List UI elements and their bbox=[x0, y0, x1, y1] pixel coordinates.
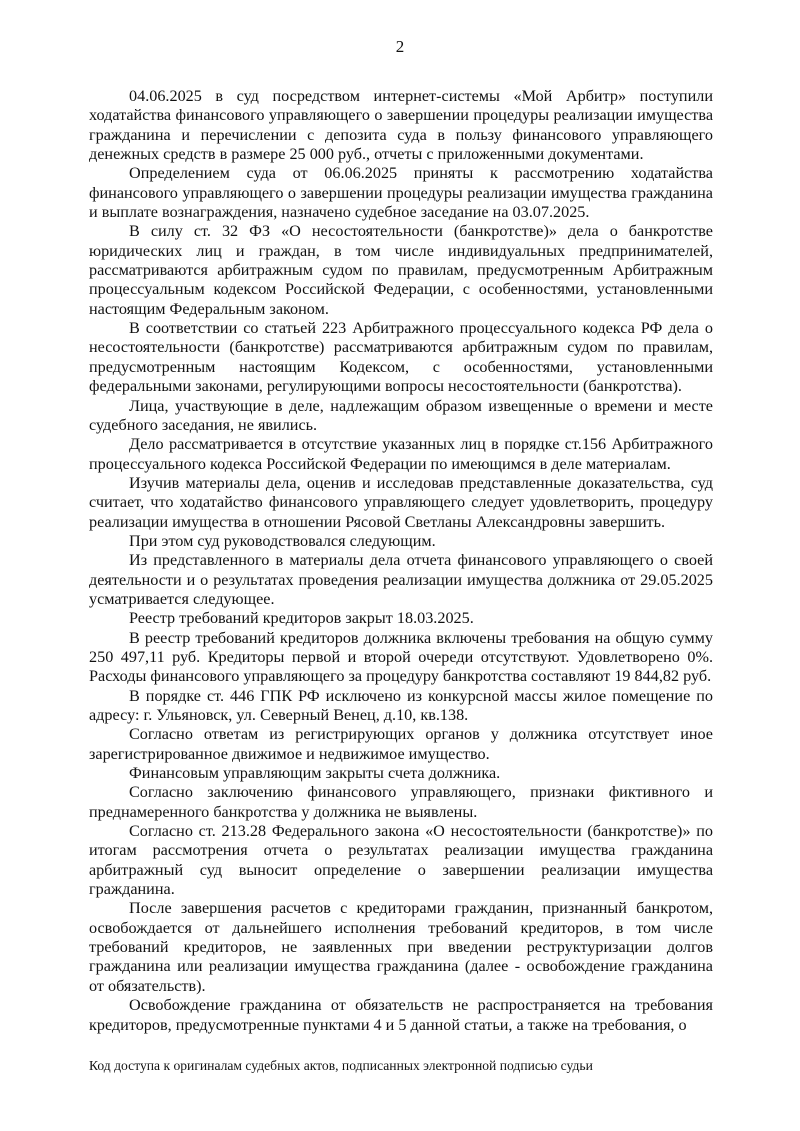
paragraph-no-fraud: Согласно заключению финансового управляющего, признаки фиктивного и преднамеренного банкротства у должника не выявлены. bbox=[89, 783, 713, 821]
footer-access-code-note: Код доступа к оригиналам судебных актов, подписанных электронной подписью судьи bbox=[89, 1058, 593, 1073]
paragraph-article-213-28: Согласно ст. 213.28 Федерального закона «О несостоятельности (банкротстве)» по итогам рассмотрения отчета о результатах реализации имущества гражданина арбитражный суд выносит определение о завершении реализации имущества гражданина. bbox=[89, 822, 713, 899]
paragraph-release-from-obligations: После завершения расчетов с кредиторами гражданин, признанный банкротом, освобождается от дальнейшего исполнения требований кредиторов, в том числе требований кредиторов, не заявленных при введении реструктуризации долгов гражданина или реализации имущества гражданина (далее - освобождение гражданина от обязательств). bbox=[89, 899, 713, 995]
paragraph-release-exceptions: Освобождение гражданина от обязательств не распространяется на требования кредиторов, предусмотренные пунктами 4 и 5 данной статьи, а также на требования, о bbox=[89, 996, 713, 1034]
paragraph-hearing-scheduled: Определением суда от 06.06.2025 приняты к рассмотрению ходатайства финансового управляющего о завершении процедуры реализации имущества гражданина и выплате вознаграждения, назначено судебное заседание на 03.07.2025. bbox=[89, 164, 713, 222]
paragraph-law-article-32: В силу ст. 32 ФЗ «О несостоятельности (банкротстве)» дела о банкротстве юридических лиц и граждан, в том числе индивидуальных предпринимателей, рассматриваются арбитражным судом по правилам, предусмотренным Арбитражным процессуальным кодексом Российской Федерации, с особенностями, установленными настоящим Федеральным законом. bbox=[89, 222, 713, 318]
paragraph-registry-closed: Реестр требований кредиторов закрыт 18.03.2025. bbox=[129, 609, 474, 628]
paragraph-housing-excluded: В порядке ст. 446 ГПК РФ исключено из конкурсной массы жилое помещение по адресу: г. Ульяновск, ул. Северный Венец, д.10, кв.138. bbox=[89, 686, 713, 724]
paragraph-apc-article-223: В соответствии со статьей 223 Арбитражного процессуального кодекса РФ дела о несостоятельности (банкротстве) рассматриваются арбитражным судом по правилам, предусмотренным настоящим Кодексом, с особенностями, установленными федеральными законами, регулирующими вопросы несостоятельности (банкротства). bbox=[89, 319, 713, 396]
paragraph-court-guided: При этом суд руководствовался следующим. bbox=[129, 531, 436, 550]
paragraph-parties-absent: Лица, участвующие в деле, надлежащим образом извещенные о времени и месте судебного заседания, не явились. bbox=[89, 396, 713, 434]
paragraph-case-considered: Дело рассматривается в отсутствие указанных лиц в порядке ст.156 Арбитражного процессуального кодекса Российской Федерации по имеющимся в деле материалам. bbox=[89, 435, 713, 473]
document-body bbox=[89, 87, 713, 1035]
paragraph-accounts-closed: Финансовым управляющим закрыты счета должника. bbox=[129, 764, 501, 783]
paragraph-filing-received: 04.06.2025 в суд посредством интернет-системы «Мой Арбитр» поступили ходатайства финансового управляющего о завершении процедуры реализации имущества гражданина и перечислении с депозита суда в пользу финансового управляющего денежных средств в размере 25 000 руб., отчеты с приложенными документами. bbox=[89, 87, 713, 164]
page-number: 2 bbox=[395, 37, 405, 56]
paragraph-claims-total: В реестр требований кредиторов должника включены требования на общую сумму 250 497,11 руб. Кредиторы первой и второй очереди отсутствуют. Удовлетворено 0%. Расходы финансового управляющего за процедуру банкротства составляют 19 844,82 руб. bbox=[89, 628, 713, 686]
paragraph-no-property: Согласно ответам из регистрирующих органов у должника отсутствует иное зарегистрированное движимое и недвижимое имущество. bbox=[89, 725, 713, 763]
paragraph-court-finding: Изучив материалы дела, оценив и исследовав представленные доказательства, суд считает, что ходатайство финансового управляющего следует удовлетворить, процедуру реализации имущества в отношении Рясовой Светланы Александровны завершить. bbox=[89, 473, 713, 531]
paragraph-report-intro: Из представленного в материалы дела отчета финансового управляющего о своей деятельности и о результатах проведения реализации имущества должника от 29.05.2025 усматривается следующее. bbox=[89, 551, 713, 608]
